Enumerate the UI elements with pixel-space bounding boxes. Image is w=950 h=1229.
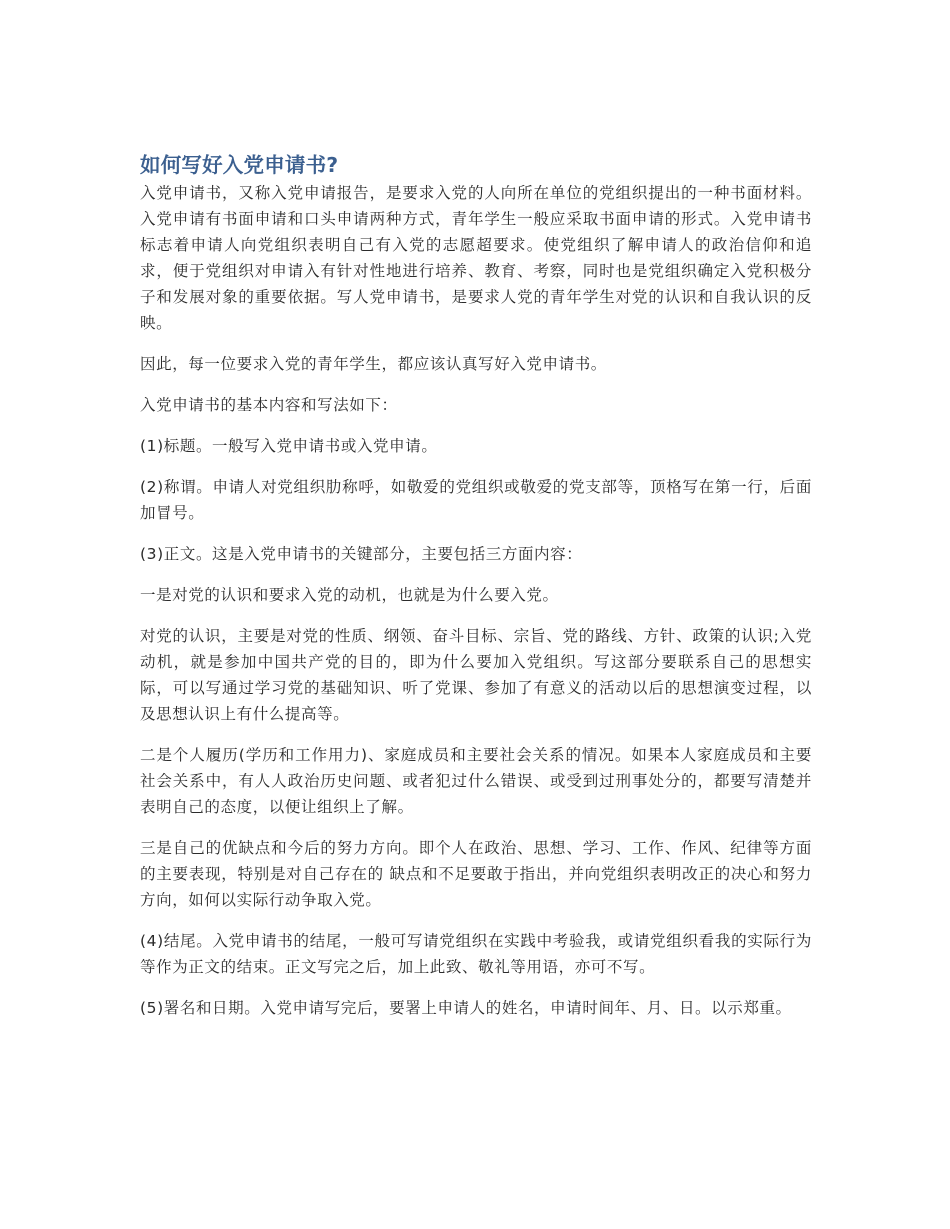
document-page xyxy=(140,150,812,1036)
paragraph: 二是个人履历(学历和工作用力)、家庭成员和主要社会关系的情况。如果本人家庭成员和主要社会关系中，有人人政治历史问题、或者犯过什么错误、或受到过刑事处分的，都要写清楚并表明自己的态度，以便让组织上了解。 xyxy=(140,746,812,816)
paragraph: 三是自己的优缺点和今后的努力方向。即个人在政治、思想、学习、工作、作风、纪律等方面的主要表现，特别是对自己存在的 缺点和不足要敢于指出，并向党组织表明改正的决心和努力方向，如何以实际行动争取入党。 xyxy=(140,839,812,909)
paragraph-item-ending: (4)结尾。入党申请书的结尾，一般可写请党组织在实践中考验我，或请党组织看我的实际行为等作为正文的结束。正文写完之后，加上此致、敬礼等用语，亦可不写。 xyxy=(140,932,812,976)
paragraph-item-signature: (5)署名和日期。入党申请写完后，要署上申请人的姓名，申请时间年、月、日。以示郑重。 xyxy=(140,999,792,1017)
paragraph: 对党的认识，主要是对党的性质、纲领、奋斗目标、宗旨、党的路线、方针、政策的认识;入党动机，就是参加中国共产党的目的，即为什么要加入党组织。写这部分要联系自己的思想实际，可以写通过学习党的基础知识、听了党课、参加了有意义的活动以后的思想演变过程，以及思想认识上有什么提高等。 xyxy=(140,627,812,723)
paragraph-item-salutation: (2)称谓。申请人对党组织肋称呼，如敬爱的党组织或敬爱的党支部等，顶格写在第一行，后面加冒号。 xyxy=(140,478,812,522)
paragraph: 一是对党的认识和要求入党的动机，也就是为什么要入党。 xyxy=(140,586,559,604)
paragraph-item-title: (1)标题。一般写入党申请书或入党申请。 xyxy=(140,437,438,455)
document-title: 如何写好入党申请书? xyxy=(140,153,339,177)
paragraph-item-body: (3)正文。这是入党申请书的关键部分，主要包括三方面内容： xyxy=(140,545,583,563)
paragraph-intro: 入党申请书，又称入党申请报告，是要求入党的人向所在单位的党组织提出的一种书面材料。入党申请有书面申请和口头申请两种方式，青年学生一般应采取书面申请的形式。入党申请书标志着申请人向党组织表明自己有入党的志愿超要求。使党组织了解申请人的政治信仰和追求，便于党组织对申请入有针对性地进行培养、教育、考察，同时也是党组织确定入党积极分子和发展对象的重要依据。写人党申请书，是要求人党的青年学生对党的认识和自我认识的反映。 xyxy=(140,184,812,332)
paragraph: 入党申请书的基本内容和写法如下： xyxy=(140,396,398,414)
paragraph: 因此，每一位要求入党的青年学生，都应该认真写好入党申请书。 xyxy=(140,355,607,373)
